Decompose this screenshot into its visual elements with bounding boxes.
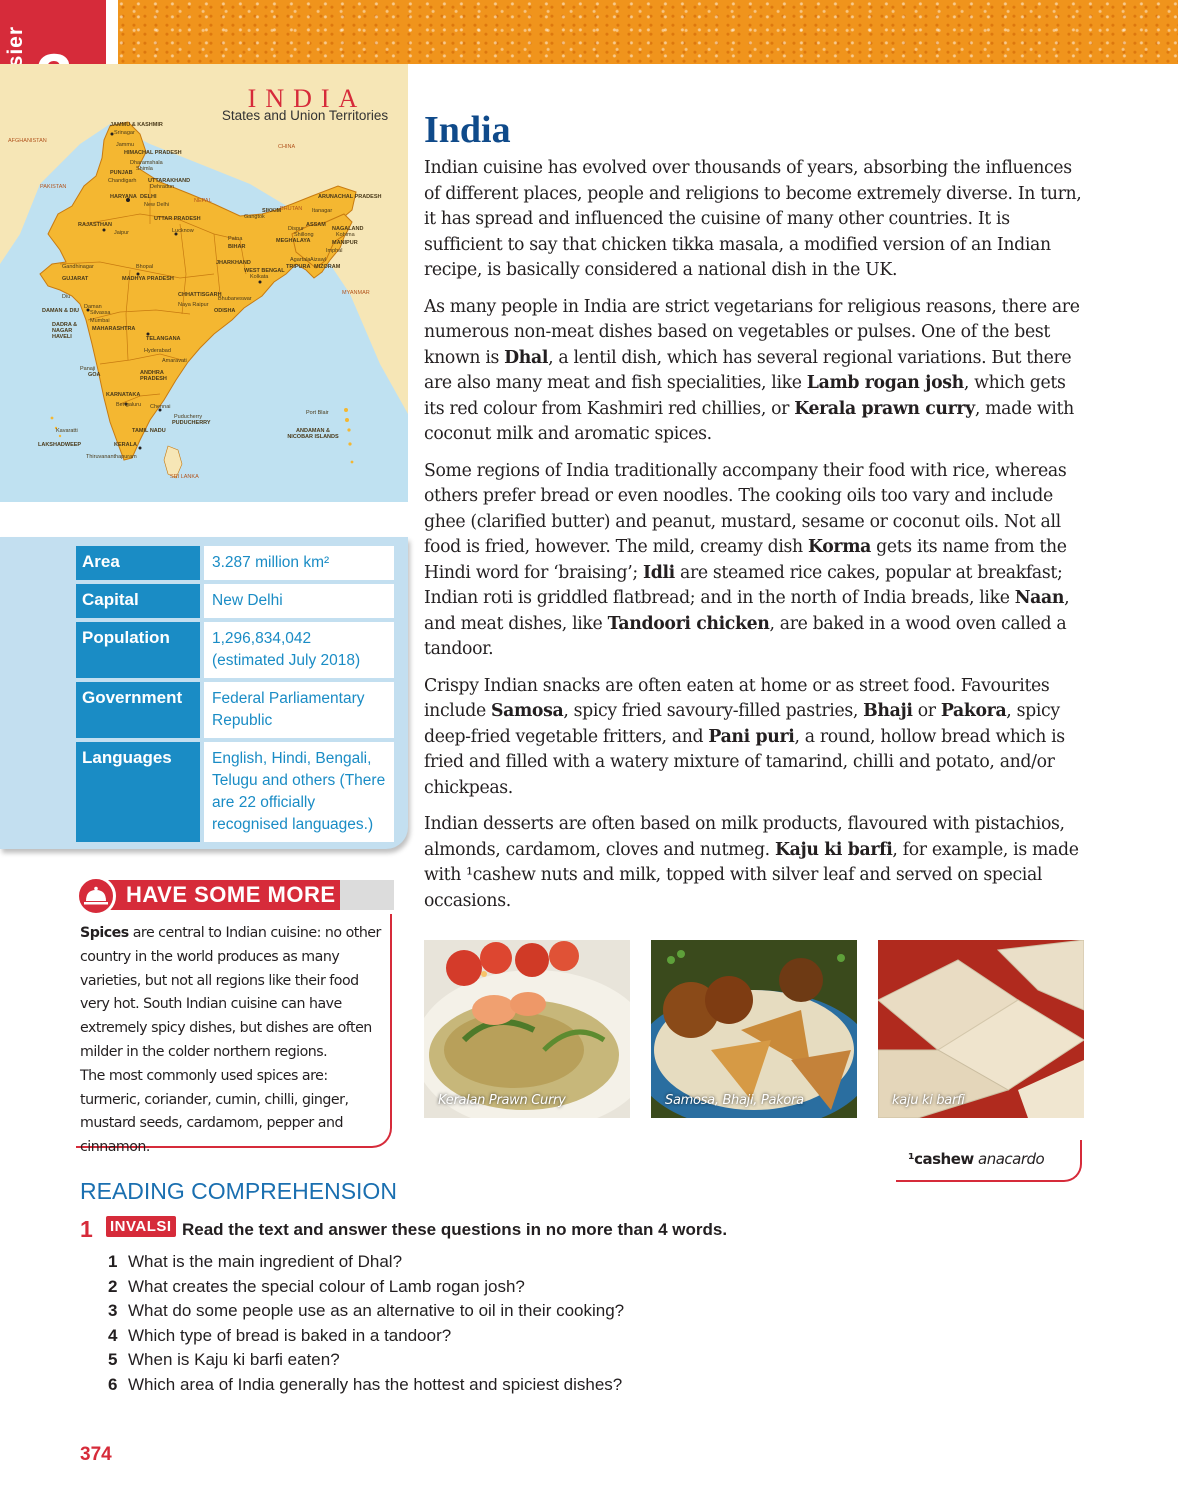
article-paragraph: [424, 674, 1084, 802]
dish-name: Pani puri: [708, 726, 795, 747]
facts-value: English, Hindi, Bengali, Telugu and others (There are 22 officially recognised languages.): [204, 742, 394, 842]
map-label: Imphal: [326, 248, 343, 254]
photo-caption: kaju ki barfi: [892, 1093, 965, 1108]
map-label: Hyderabad: [144, 348, 171, 354]
facts-value: 3.287 million km²: [204, 546, 394, 580]
question-number: 5: [108, 1350, 118, 1369]
dish-name: Lamb rogan josh: [806, 373, 964, 393]
dish-name: Tandoori chicken: [607, 613, 770, 634]
hsm-text: are central to Indian cuisine: no other country in the world produces as many varieties, but not all regions like their food very hot. South Indian cuisine can have extremely spicy dishes, but dishes are often milder in the colder northern regions.: [80, 925, 381, 1060]
map-label: BIHAR: [228, 244, 246, 250]
invalsi-badge: INVALSI: [106, 1216, 176, 1237]
footnote-term: ¹cashew: [908, 1150, 974, 1168]
text: , which gets its red colour from Kashmiri red chillies, or: [424, 373, 1066, 419]
map-label: Shimla: [136, 166, 153, 172]
map-label: MAHARASHTRA: [92, 326, 136, 332]
map-label: New Delhi: [144, 202, 170, 208]
facts-key: Government: [76, 682, 200, 738]
question-text: Which area of India generally has the hottest and spiciest dishes?: [128, 1374, 623, 1394]
map-label: PAKISTAN: [40, 184, 67, 190]
map-label: Kolkata: [250, 274, 269, 280]
map-label: DAMAN & DIU: [42, 308, 79, 314]
page-number: 374: [80, 1444, 112, 1465]
photo-caption: Samosa, Bhaji, Pakora: [665, 1093, 804, 1108]
map-label: CHHATTISGARH: [178, 292, 222, 298]
map-label: Silvassa: [90, 310, 111, 316]
map-label: ARUNACHAL PRADESH: [318, 194, 382, 200]
text: are steamed rice cakes, popular at breakfast; Indian roti is griddled flatbread; and in the north of India breads, like: [424, 562, 1063, 608]
text: Crispy Indian snacks are often eaten at home or as street food. Favourites include: [424, 675, 1050, 721]
question-item: [108, 1299, 624, 1324]
map-label: Dharamshala: [130, 160, 163, 166]
map-label: Itanagar: [312, 208, 333, 214]
text: , and meat dishes, like: [424, 588, 1070, 634]
question-item: [108, 1348, 624, 1373]
dish-name: Samosa: [490, 701, 564, 721]
text: or: [912, 701, 941, 721]
facts-table: [76, 546, 394, 846]
have-some-more-body: [76, 914, 392, 1156]
dish-name: Bhaji: [863, 701, 913, 721]
header-bar-tail: [340, 880, 394, 910]
map-label: Chandigarh: [108, 178, 137, 184]
dish-name: Kaju ki barfi: [774, 839, 893, 860]
text: , spicy deep-fried vegetable fritters, and: [424, 701, 1060, 747]
question-list: [108, 1250, 624, 1397]
photo-kaju-ki-barfi: [878, 940, 1084, 1118]
map-label: Bhopal: [136, 264, 154, 270]
question-number: 3: [108, 1301, 118, 1320]
map-label: Dehradun: [150, 184, 175, 190]
map-label: MADHYA PRADESH: [122, 276, 174, 282]
text: , for example, is made with ¹cashew nuts and milk, topped with silver leaf and served on special occasions.: [424, 839, 1079, 911]
map-label: ANDAMAN & NICOBAR ISLANDS: [287, 428, 339, 440]
question-text: What do some people use as an alternative to oil in their cooking?: [128, 1301, 625, 1320]
map-label: Puducherry: [174, 414, 203, 420]
map-label: TAMIL NADU: [132, 428, 166, 434]
map-subtitle: States and Union Territories: [221, 108, 389, 123]
map-label: Jaipur: [114, 230, 129, 236]
article-paragraph: [424, 459, 1084, 663]
map-label: Panaji: [80, 366, 96, 372]
have-some-more-header: [76, 876, 394, 912]
map-label: Shillong: [294, 232, 314, 238]
text: gets its name from the Hindi word for ‘braising’;: [424, 537, 1067, 583]
map-label: Daman: [84, 304, 102, 310]
map-label: UTTARAKHAND: [148, 178, 191, 184]
question-text: When is Kaju ki barfi eaten?: [128, 1350, 340, 1369]
have-some-more-title: HAVE SOME MORE: [126, 882, 336, 907]
map-label: GOA: [88, 372, 101, 378]
map-label: Jammu: [116, 142, 135, 148]
map-label: Dispur: [288, 226, 304, 232]
article-paragraph: Indian cuisine has evolved over thousands of years, absorbing the influences of different places, people and religions to become extremely diverse. In turn, it has spread and influenced the cuisine of many other countries. It is sufficient to say that chicken tikka masala, a modified version of an Indian recipe, is basically considered a national dish in the UK.: [424, 158, 1082, 280]
map-label: Amaravati: [162, 358, 187, 364]
map-label: GUJARAT: [62, 276, 89, 282]
map-label: DADRA & NAGAR HAVELI: [52, 322, 78, 340]
facts-value: New Delhi: [204, 584, 394, 618]
map-label: Port Blair: [306, 410, 329, 416]
map-label: CHINA: [278, 144, 296, 150]
map-label: Gangtok: [244, 214, 265, 220]
text: Indian desserts are often based on milk products, flavoured with pistachios, almonds, cardamom, cloves and nutmeg.: [424, 814, 1065, 860]
facts-row-population: [76, 622, 394, 678]
question-number: 4: [108, 1325, 118, 1345]
map-label: Chennai: [150, 404, 171, 410]
article-paragraph: [424, 295, 1084, 448]
map-label: RAJASTHAN: [78, 222, 112, 228]
facts-row-area: [76, 546, 394, 580]
map-label: Aizawl: [310, 257, 326, 263]
question-item: [108, 1275, 624, 1300]
question-item: [108, 1250, 624, 1275]
text: As many people in India are strict vegetarians for religious reasons, there are numerous non-meat dishes based on vegetables or pulses. One of the best known is: [424, 296, 1080, 368]
question-text: What creates the special colour of Lamb rogan josh?: [128, 1276, 525, 1296]
map-label: KARNATAKA: [106, 392, 141, 398]
india-map: [0, 64, 408, 502]
hsm-lead: Spices: [80, 925, 129, 941]
text: , made with coconut milk and aromatic spices.: [424, 398, 1074, 444]
map-label: BHUTAN: [280, 206, 303, 212]
facts-row-capital: [76, 584, 394, 618]
map-label: AFGHANISTAN: [8, 138, 47, 144]
map-label: JHARKHAND: [216, 260, 251, 266]
map-label: NEPAL: [194, 198, 212, 204]
map-label: Thiruvananthapuram: [86, 454, 137, 460]
facts-key: Area: [76, 546, 200, 580]
map-label: PUDUCHERRY: [172, 420, 211, 426]
cloche-icon: [76, 876, 116, 916]
hsm-text-2: The most commonly used spices are: turmeric, coriander, cumin, chilli, ginger, mustard seeds, cardamom, pepper and cinnamon.: [80, 1067, 349, 1156]
map-label: Diu: [62, 294, 71, 300]
text: , spicy fried savoury-filled pastries,: [563, 701, 864, 721]
photo-prawn-curry: [424, 940, 630, 1118]
map-label: MEGHALAYA: [276, 238, 311, 244]
map-label: DELHI: [140, 194, 157, 200]
map-label: Bengaluru: [116, 402, 142, 408]
facts-key: Languages: [76, 742, 200, 842]
facts-row-government: [76, 682, 394, 738]
question-text: What is the main ingredient of Dhal?: [128, 1252, 403, 1271]
question-number: 2: [108, 1276, 118, 1296]
map-label: Gandhinagar: [62, 264, 94, 270]
article-paragraph: [424, 812, 1084, 914]
photo-caption: Keralan Prawn Curry: [438, 1093, 566, 1108]
dish-name: Naan: [1014, 588, 1065, 608]
text: , a round, hollow bread which is fried and filled with a watery mixture of tamarind, chilli and potato, and/or chickpeas.: [424, 726, 1065, 798]
text: Some regions of India traditionally accompany their food with rice, whereas others prefer bread or even noodles. The cooking oils too vary and include ghee (clarified butter) and peanut, mustard, sesame or coconut oils. Not all food is fried, however. The mild, creamy dish: [424, 460, 1067, 557]
facts-row-languages: [76, 742, 394, 842]
map-label: MYANMAR: [342, 290, 370, 296]
question-text: Which type of bread is baked in a tandoor?: [128, 1325, 452, 1345]
map-label: PUNJAB: [110, 170, 133, 176]
dish-name: Korma: [807, 537, 871, 557]
question-item: [108, 1373, 624, 1398]
facts-value: 1,296,834,042 (estimated July 2018): [204, 622, 394, 678]
text: , a lentil dish, which has several regional variations. But there are also many meat and fish specialities, like: [424, 347, 1072, 393]
map-label: KERALA: [114, 442, 137, 448]
map-label: Srinagar: [114, 130, 135, 136]
question-number: 6: [108, 1374, 118, 1394]
map-label: ODISHA: [214, 308, 236, 314]
article-title: India: [424, 109, 511, 151]
dish-name: Dhal: [504, 347, 549, 368]
map-label: Naya Raipur: [178, 302, 209, 308]
map-label: LAKSHADWEEP: [38, 442, 82, 448]
map-label: Mumbai: [90, 318, 110, 324]
india-map-graphic: [0, 64, 408, 502]
map-title: INDIA: [247, 84, 367, 113]
map-label: Kavaratti: [56, 428, 78, 434]
question-item: [108, 1324, 624, 1349]
map-label: UTTAR PRADESH: [154, 216, 201, 222]
map-label: SRI LANKA: [170, 474, 199, 480]
photo-samosa: [651, 940, 857, 1118]
footnote: [896, 1140, 1082, 1182]
map-label: ASSAM: [306, 222, 326, 228]
map-label: MIZORAM: [314, 264, 341, 270]
map-label: TRIPURA: [286, 264, 311, 270]
article-body: [424, 156, 1084, 925]
map-label: TELANGANA: [146, 336, 181, 342]
map-label: NAGALAND: [332, 226, 364, 232]
reading-comprehension-title: READING COMPREHENSION: [80, 1178, 397, 1204]
map-label: Lucknow: [172, 228, 194, 234]
map-label: ANDHRA PRADESH: [140, 370, 167, 382]
exercise-instruction: Read the text and answer these questions in no more than 4 words.: [182, 1220, 728, 1239]
dish-name: Idli: [642, 562, 675, 583]
map-label: MANIPUR: [332, 240, 358, 246]
map-label: Patna: [228, 236, 243, 242]
map-label: SIKKIM: [262, 208, 282, 214]
map-label: HIMACHAL PRADESH: [124, 150, 182, 156]
map-label: HARYANA: [110, 194, 137, 200]
facts-key: Capital: [76, 584, 200, 618]
header-band: [118, 0, 1178, 64]
dish-name: Pakora: [940, 701, 1007, 721]
dish-name: Kerala prawn curry: [794, 398, 975, 419]
footnote-translation: anacardo: [978, 1150, 1045, 1168]
text: , are baked in a wood oven called a tandoor.: [424, 613, 1067, 659]
map-label: WEST BENGAL: [244, 268, 285, 274]
map-label: Agartala: [290, 257, 311, 263]
facts-value: Federal Parliamentary Republic: [204, 682, 394, 738]
map-label: Kohima: [336, 232, 355, 238]
exercise-number: 1: [80, 1216, 93, 1242]
map-label: JAMMU & KASHMIR: [110, 122, 163, 128]
facts-key: Population: [76, 622, 200, 678]
question-number: 1: [108, 1252, 118, 1271]
map-label: Bhubaneswar: [218, 296, 252, 302]
